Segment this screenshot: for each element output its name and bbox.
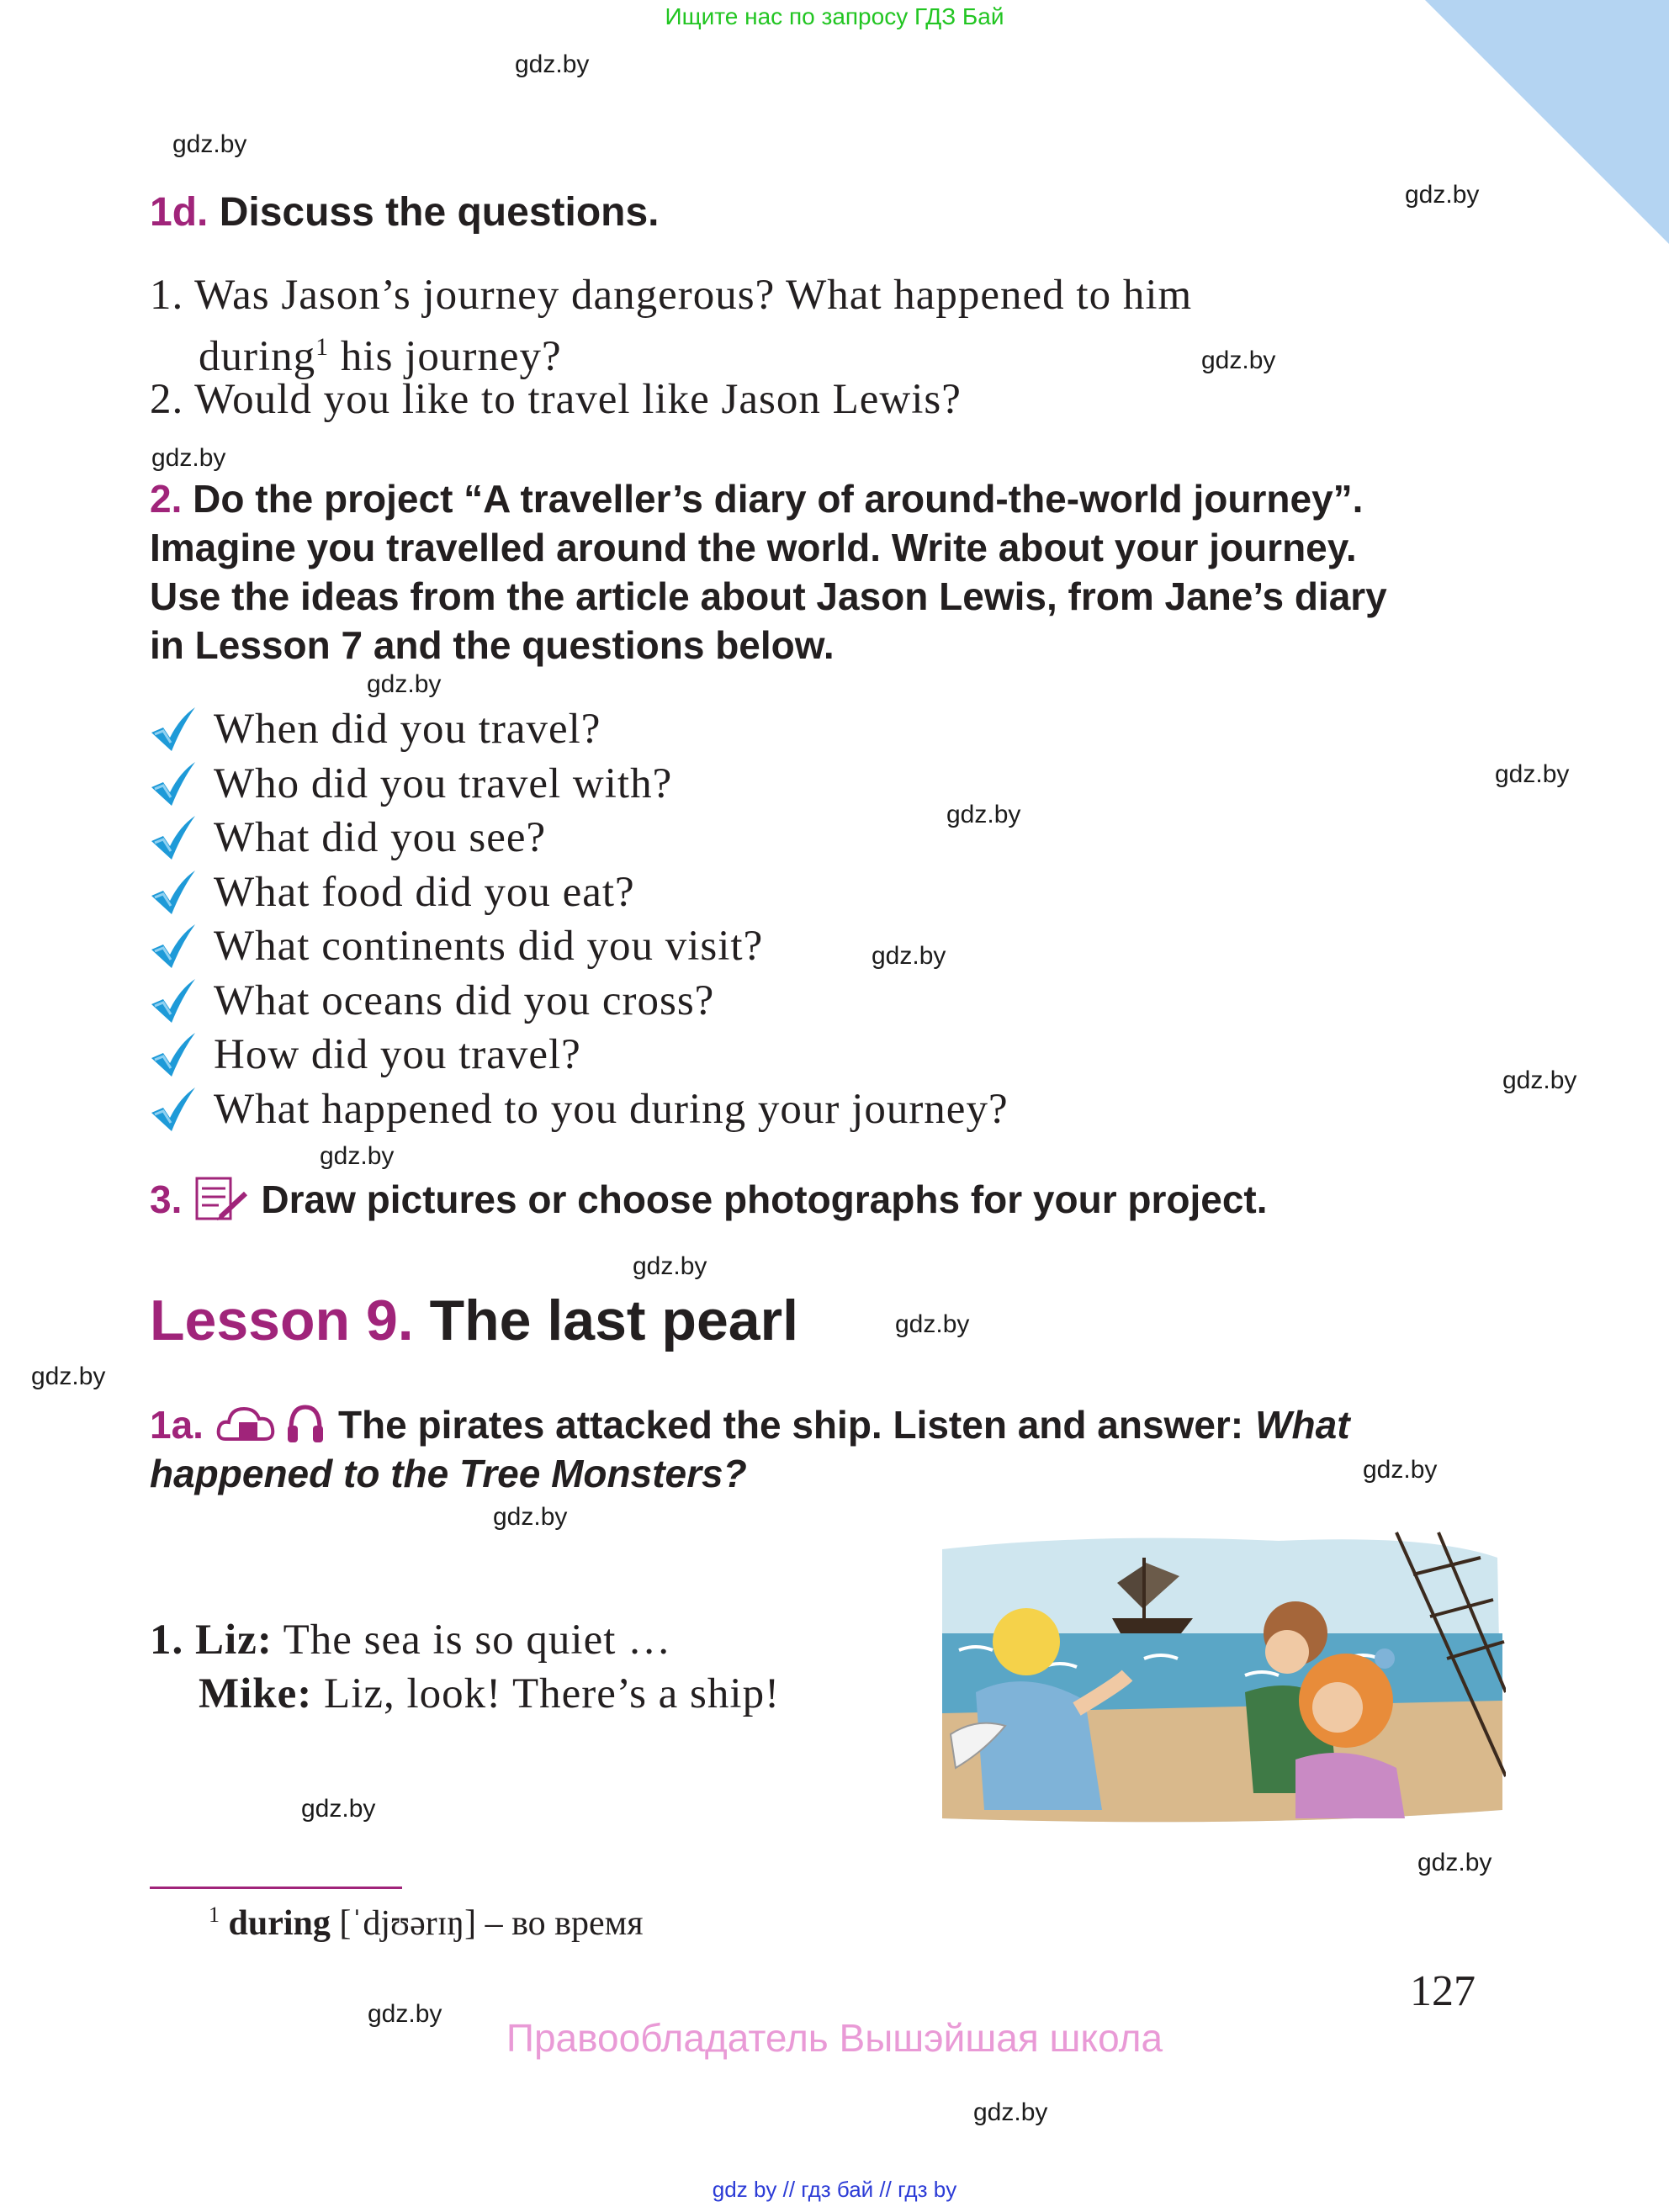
question-text: Would you like to travel like Jason Lewis? [194,376,962,423]
exercise-question: happened to the Tree Monsters? [150,1452,747,1495]
checkmark-icon [148,759,199,809]
copyright-holder: Правообладатель Вышэйшая школа [506,2016,1163,2060]
checklist-text: What happened to you during your journey? [214,1085,1009,1133]
watermark: gdz.by [1201,347,1276,374]
watermark: gdz.by [973,2098,1048,2126]
footnote-ref: 1 [315,333,330,361]
checklist-item [148,1083,1009,1135]
watermark: gdz.by [895,1310,970,1338]
watermark: gdz.by [1495,760,1570,788]
footnote-number: 1 [209,1902,220,1927]
exercise-2-heading [150,474,1363,523]
exercise-2-line: Use the ideas from the article about Jason Lewis, from Jane’s diary [150,574,1387,618]
checklist-text: How did you travel? [214,1031,581,1078]
checklist-text: What food did you eat? [214,868,635,916]
question-text: his journey? [329,333,562,380]
checkmark-icon [148,921,199,971]
watermark: gdz.by [872,942,946,970]
watermark: gdz.by [946,801,1021,828]
watermark: gdz.by [301,1795,376,1823]
bottom-links[interactable]: gdz by // гдз бай // гдз by [712,2177,957,2202]
checklist-item [148,866,635,918]
question-text: Was Jason’s journey dangerous? What happened to him [194,272,1193,319]
exercise-3-heading [150,1175,1268,1224]
dialog-number: 1. [150,1617,184,1664]
lesson-number: Lesson 9. [150,1289,414,1352]
watermark: gdz.by [493,1503,568,1531]
page-number: 127 [1410,1967,1476,2015]
checklist-item [148,703,601,755]
exercise-number: 1a. [150,1403,204,1447]
watermark: gdz.by [1363,1456,1438,1484]
dialog-line-1 [150,1613,671,1667]
checklist-text: What continents did you visit? [214,923,764,970]
checklist-item [148,920,763,972]
watermark: gdz.by [1502,1066,1577,1094]
speaker-name: Liz: [195,1617,273,1664]
checklist-text: What oceans did you cross? [214,976,715,1024]
exercise-title: Discuss the questions. [219,190,660,235]
checkmark-icon [148,976,199,1026]
checklist-text: Who did you travel with? [214,759,673,807]
watermark: gdz.by [320,1142,395,1170]
exercise-1a-heading [150,1400,1496,1449]
question-number: 1. [150,272,184,319]
lesson-name: The last pearl [429,1289,798,1352]
cd-cloud-icon[interactable] [215,1400,279,1449]
checklist-item [148,812,546,864]
dialog-text: Liz, look! There’s a ship! [312,1670,781,1717]
footnote [209,1902,644,1944]
checklist-item [148,975,714,1027]
top-banner: Ищите нас по запросу ГДЗ Бай [665,3,1004,29]
question-text: during [199,333,316,380]
watermark: gdz.by [633,1252,707,1280]
exercise-1d-heading [150,188,660,237]
lesson-title [150,1287,798,1354]
exercise-text: Draw pictures or choose photographs for your project. [261,1177,1268,1221]
footnote-translation: – во время [485,1904,644,1943]
question-1 [150,269,1496,321]
exercise-number: 2. [150,477,183,521]
watermark: gdz.by [172,130,247,158]
watermark: gdz.by [31,1363,106,1390]
footnote-divider [150,1887,402,1889]
watermark: gdz.by [1405,181,1480,209]
exercise-number: 3. [150,1177,183,1221]
checkmark-icon [148,1029,199,1080]
footnote-word: during [228,1904,331,1943]
question-number: 2. [150,376,184,423]
speaker-name: Mike: [199,1670,313,1717]
footnote-transcription: [ˈdjʊərɪŋ] [339,1904,477,1943]
checkmark-icon [148,704,199,754]
checklist-item [148,758,672,810]
checklist-item [148,1029,581,1081]
watermark: gdz.by [367,670,442,698]
pirate-ship-illustration [925,1524,1506,1832]
exercise-2-line: Imagine you travelled around the world. Write about your journey. [150,526,1357,569]
headphones-icon[interactable] [284,1400,326,1449]
watermark: gdz.by [515,50,590,78]
watermark: gdz.by [151,444,226,472]
exercise-text: The pirates attacked the ship. Listen and answer: [337,1403,1244,1447]
exercise-number: 1d. [150,190,209,235]
checkmark-icon [148,812,199,863]
writing-icon [193,1175,252,1224]
dialog-text: The sea is so quiet … [272,1617,672,1664]
checklist-text: When did you travel? [214,706,601,753]
dialog-line-2 [199,1667,780,1721]
watermark: gdz.by [368,2000,442,2028]
watermark: gdz.by [1417,1849,1492,1876]
checklist-text: What did you see? [214,814,547,861]
exercise-text: Do the project “A traveller’s diary of around-the-world journey”. [193,477,1364,521]
exercise-2-line: in Lesson 7 and the questions below. [150,623,834,667]
question-2 [150,373,962,426]
exercise-question: What [1255,1403,1350,1447]
checkmark-icon [148,1084,199,1135]
checkmark-icon [148,867,199,918]
